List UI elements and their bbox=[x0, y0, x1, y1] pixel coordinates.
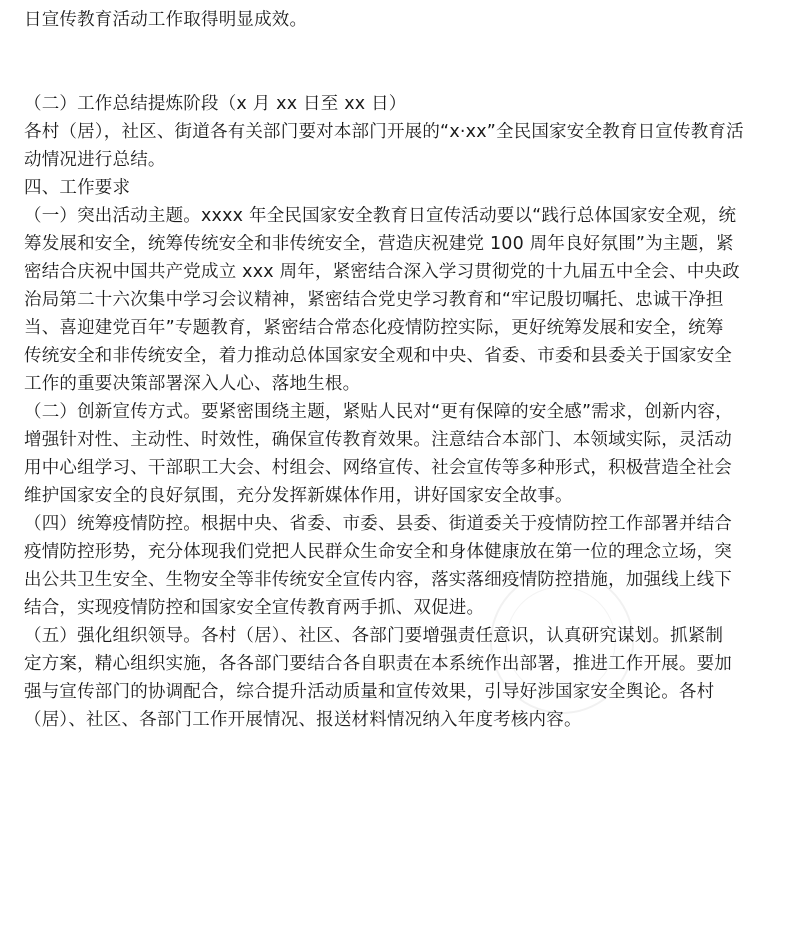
text-line: 疫情防控形势，充分体现我们党把人民群众生命安全和身体健康放在第一位的理念立场，突 bbox=[24, 542, 732, 562]
text-line: 增强针对性、主动性、时效性，确保宣传教育效果。注意结合本部门、本领域实际，灵活动 bbox=[24, 430, 732, 450]
text-line: （二）创新宣传方式。要紧密围绕主题，紧贴人民对“更有保障的安全感”需求，创新内容， bbox=[24, 402, 733, 422]
text-line: 维护国家安全的良好氛围，充分发挥新媒体作用，讲好国家安全故事。 bbox=[24, 486, 573, 506]
text-line: 密结合庆祝中国共产党成立 xxx 周年，紧密结合深入学习贯彻党的十九届五中全会、中央政 bbox=[24, 262, 740, 282]
text-line: （一）突出活动主题。xxxx 年全民国家安全教育日宣传活动要以“践行总体国家安全观，统 bbox=[24, 206, 737, 226]
text-line: 日宣传教育活动工作取得明显成效。 bbox=[24, 10, 308, 30]
section-heading: 四、工作要求 bbox=[24, 178, 131, 198]
text-line: 工作的重要决策部署深入人心、落地生根。 bbox=[24, 374, 361, 394]
text-line: 结合，实现疫情防控和国家安全宣传教育两手抓、双促进。 bbox=[24, 598, 485, 618]
text-line: 筹发展和安全，统筹传统安全和非传统安全，营造庆祝建党 100 周年良好氛围”为主题，紧 bbox=[24, 234, 734, 254]
text-line: 治局第二十六次集中学习会议精神，紧密结合党史学习教育和“牢记殷切嘱托、忠诚干净担 bbox=[24, 290, 724, 310]
text-line: （五）强化组织领导。各村（居）、社区、各部门要增强责任意识，认真研究谋划。抓紧制 bbox=[24, 626, 724, 646]
text-line: 传统安全和非传统安全，着力推动总体国家安全观和中央、省委、市委和县委关于国家安全 bbox=[24, 346, 732, 366]
text-line: （居）、社区、各部门工作开展情况、报送材料情况纳入年度考核内容。 bbox=[24, 710, 582, 730]
text-line: 定方案，精心组织实施，各各部门要结合各自职责在本系统作出部署，推进工作开展。要加 bbox=[24, 654, 732, 674]
text-line: 动情况进行总结。 bbox=[24, 150, 166, 170]
section-heading: （二）工作总结提炼阶段（x 月 xx 日至 xx 日） bbox=[24, 94, 407, 114]
text-line: 各村（居），社区、街道各有关部门要对本部门开展的“x·xx”全民国家安全教育日宣传教育活 bbox=[24, 122, 744, 142]
text-line: 用中心组学习、干部职工大会、村组会、网络宣传、社会宣传等多种形式，积极营造全社会 bbox=[24, 458, 732, 478]
text-line: 当、喜迎建党百年”专题教育，紧密结合常态化疫情防控实际，更好统筹发展和安全，统筹 bbox=[24, 318, 724, 338]
text-line: （四）统筹疫情防控。根据中央、省委、市委、县委、街道委关于疫情防控工作部署并结合 bbox=[24, 514, 732, 534]
text-line: 强与宣传部门的协调配合，综合提升活动质量和宣传效果，引导好涉国家安全舆论。各村 bbox=[24, 682, 715, 702]
text-line: 出公共卫生安全、生物安全等非传统安全宣传内容，落实落细疫情防控措施，加强线上线下 bbox=[24, 570, 732, 590]
